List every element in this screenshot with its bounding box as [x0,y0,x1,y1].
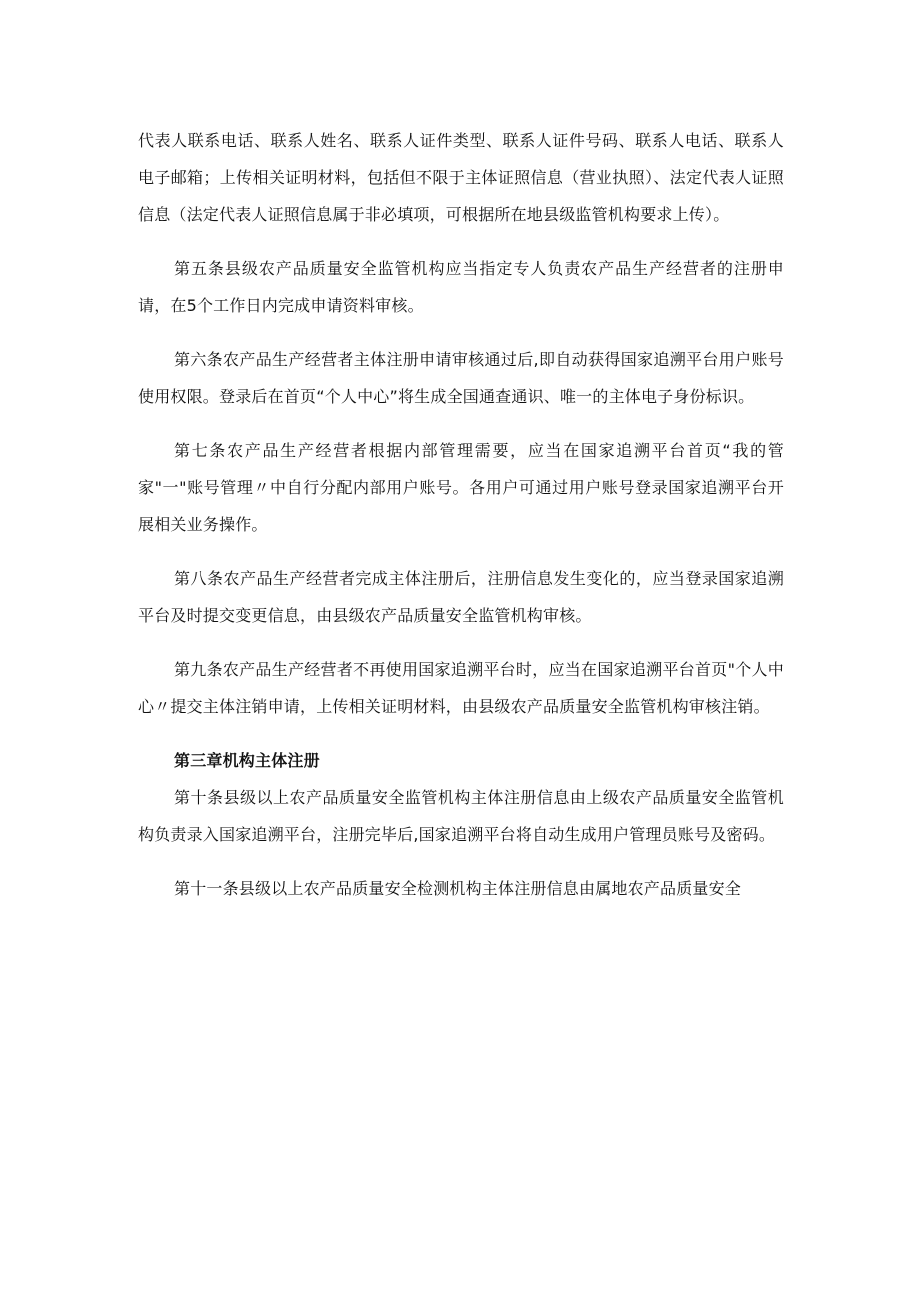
paragraph-article-7: 第七条农产品生产经营者根据内部管理需要，应当在国家追溯平台首页“我的管家"一"账号管理〃中自行分配内部用户账号。各用户可通过用户账号登录国家追溯平台开展相关业务操作。 [138,441,784,534]
paragraph-continuation: 代表人联系电话、联系人姓名、联系人证件类型、联系人证件号码、联系人电话、联系人电子邮箱；上传相关证明材料，包括但不限于主体证照信息（营业执照）、法定代表人证照信息（法定代表人证照信息属于非必填项，可根据所在地县级监管机构要求上传）。 [138,131,784,224]
paragraph-article-10: 第十条县级以上农产品质量安全监管机构主体注册信息由上级农产品质量安全监管机构负责录入国家追溯平台，注册完毕后,国家追溯平台将自动生成用户管理员账号及密码。 [138,788,784,844]
document-body [138,122,784,907]
paragraph-article-11: 第十一条县级以上农产品质量安全检测机构主体注册信息由属地农产品质量安全 [174,879,742,898]
paragraph-article-5: 第五条县级农产品质量安全监管机构应当指定专人负责农产品生产经营者的注册申请，在5个工作日内完成申请资料审核。 [138,259,784,315]
paragraph-article-9: 第九条农产品生产经营者不再使用国家追溯平台时，应当在国家追溯平台首页"个人中心〃提交主体注销申请，上传相关证明材料，由县级农产品质量安全监管机构审核注销。 [138,660,784,716]
paragraph-article-8: 第八条农产品生产经营者完成主体注册后，注册信息发生变化的，应当登录国家追溯平台及时提交变更信息，由县级农产品质量安全监管机构审核。 [138,569,784,625]
paragraph-article-6: 第六条农产品生产经营者主体注册申请审核通过后,即自动获得国家追溯平台用户账号使用权限。登录后在首页“个人中心”将生成全国通查通识、唯一的主体电子身份标识。 [138,350,784,406]
chapter-heading: 第三章机构主体注册 [174,751,320,770]
